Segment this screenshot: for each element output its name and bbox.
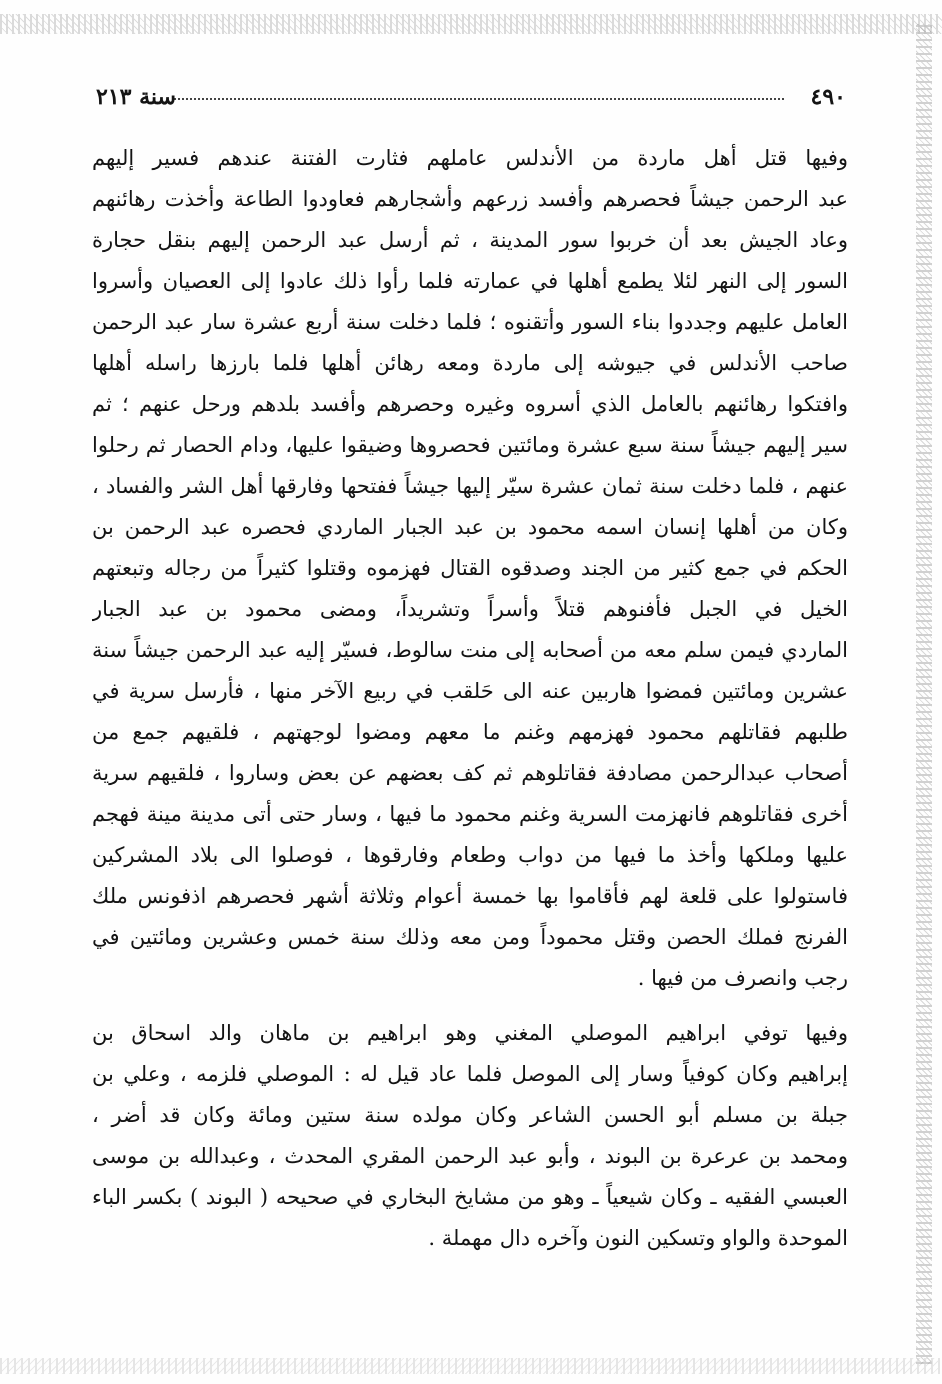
text-line: إبراهيم وكان كوفياً وسار إلى الموصل فلما عاد قيل له : الموصلي فلزمه ، وعلي بن <box>92 1062 848 1086</box>
text-line: ومحمد بن عرعرة بن البوند ، وأبو عبد الرحمن المقري المحدث ، وعبدالله بن موسى <box>92 1144 848 1168</box>
top-ornamental-border <box>0 14 942 34</box>
text-line: وفيها قتل أهل ماردة من الأندلس عاملهم فثارت الفتنة عندهم فسير إليهم <box>92 146 848 170</box>
year-label: سنة ٢١٣ <box>96 84 176 110</box>
running-header <box>96 84 846 120</box>
text-line: فاستولوا على قلعة لهم فأقاموا بها خمسة أعوام وثلاثة أشهر فحصرهم اذفونس ملك <box>92 884 848 908</box>
text-line: سير إليهم جيشاً سنة سبع عشرة ومائتين فحصروها وضيقوا عليها، ودام الحصار ثم رحلوا <box>92 433 848 457</box>
text-line: أخرى فقاتلوهم فانهزمت السرية وغنم محمود ما فيها ، وسار حتى أتى مدينة مينة فهجم <box>92 802 848 826</box>
text-line: الخيل في الجبل فأفنوهم قتلاً وأسراً وتشريداً، ومضى محمود بن عبد الجبار <box>92 597 848 621</box>
text-line: الفرنج فملك الحصن وقتل محموداً ومن معه وذلك سنة خمس وعشرين ومائتين في <box>92 925 848 949</box>
text-line: صاحب الأندلس في جيوشه إلى ماردة ومعه رهائن أهلها فلما بارزها راسله أهلها <box>92 351 848 375</box>
paragraph-2 <box>92 1013 848 1259</box>
text-line: الحكم في جمع كثير من الجند وصدقوه القتال فهزموه وقتلوا كثيراً من رجاله وتبعتهم <box>92 556 848 580</box>
bottom-ornamental-border <box>0 1358 940 1374</box>
text-line: وافتكوا رهائنهم بالعامل الذي أسروه وغيره وحصرهم وأفسد بلدهم ورحل عنهم ؛ ثم <box>92 392 848 416</box>
text-line: السور إلى النهر لئلا يطمع أهلها في عمارته فلما رأوا ذلك عادوا إلى العصيان وأسروا <box>92 269 848 293</box>
text-line: وكان من أهلها إنسان اسمه محمود بن عبد الجبار الماردي فحصره عبد الرحمن بن <box>92 515 848 539</box>
text-line: عشرين ومائتين فمضوا هاربين عنه الى حَلقب في ربيع الآخر منها ، فأرسل سرية في <box>92 679 848 703</box>
text-line: العبسي الفقيه ـ وكان شيعياً ـ وهو من مشايخ البخاري في صحيحه ( البوند ) بكسر الباء <box>92 1185 848 1209</box>
text-line: الموحدة والواو وتسكين النون وآخره دال مهملة . <box>428 1226 848 1250</box>
text-line: عنهم ، فلما دخلت سنة ثمان عشرة سيّر إليها جيشاً ففتحها وفارقها أهل الشر والفساد ، <box>92 474 848 498</box>
paragraph-spacer <box>92 999 848 1013</box>
text-line: الماردي فيمن سلم معه من أصحابه إلى منت سالوط، فسيّر إليه عبد الرحمن جيشاً سنة <box>92 638 848 662</box>
text-line: جبلة بن مسلم أبو الحسن الشاعر وكان مولده سنة ستين ومائة وكان قد أضر ، <box>92 1103 848 1127</box>
text-line: أصحاب عبدالرحمن مصادفة فقاتلوهم ثم كف بعضهم عن بعض وساروا ، فلقيهم سرية <box>92 761 848 785</box>
page-number: ٤٩٠ <box>810 84 846 110</box>
text-line: وفيها توفي ابراهيم الموصلي المغني وهو ابراهيم بن ماهان والد اسحاق بن <box>92 1021 848 1045</box>
right-ornamental-border <box>916 24 932 1364</box>
text-line: طلبهم فقاتلهم محمود فهزمهم وغنم ما معهم ومضوا لوجهتهم ، فلقيهم جمع من <box>92 720 848 744</box>
paragraph-1 <box>92 138 848 999</box>
text-line: العامل عليهم وجددوا بناء السور وأتقنوه ؛ فلما دخلت سنة أربع عشرة سار عبد الرحمن <box>92 310 848 334</box>
text-line: رجب وانصرف من فيها . <box>637 966 848 990</box>
text-line: عليها وملكها وأخذ ما فيها من دواب وطعام وفارقوها ، فوصلوا الى بلاد المشركين <box>92 843 848 867</box>
main-text <box>92 138 848 1259</box>
header-dotted-leader <box>174 98 784 100</box>
text-line: وعاد الجيش بعد أن خربوا سور المدينة ، ثم أرسل عبد الرحمن إليهم بنقل حجارة <box>92 228 848 252</box>
text-line: عبد الرحمن جيشاً فحصرهم وأفسد زرعهم وأشجارهم فعاودوا الطاعة وأخذت رهائنهم <box>92 187 848 211</box>
